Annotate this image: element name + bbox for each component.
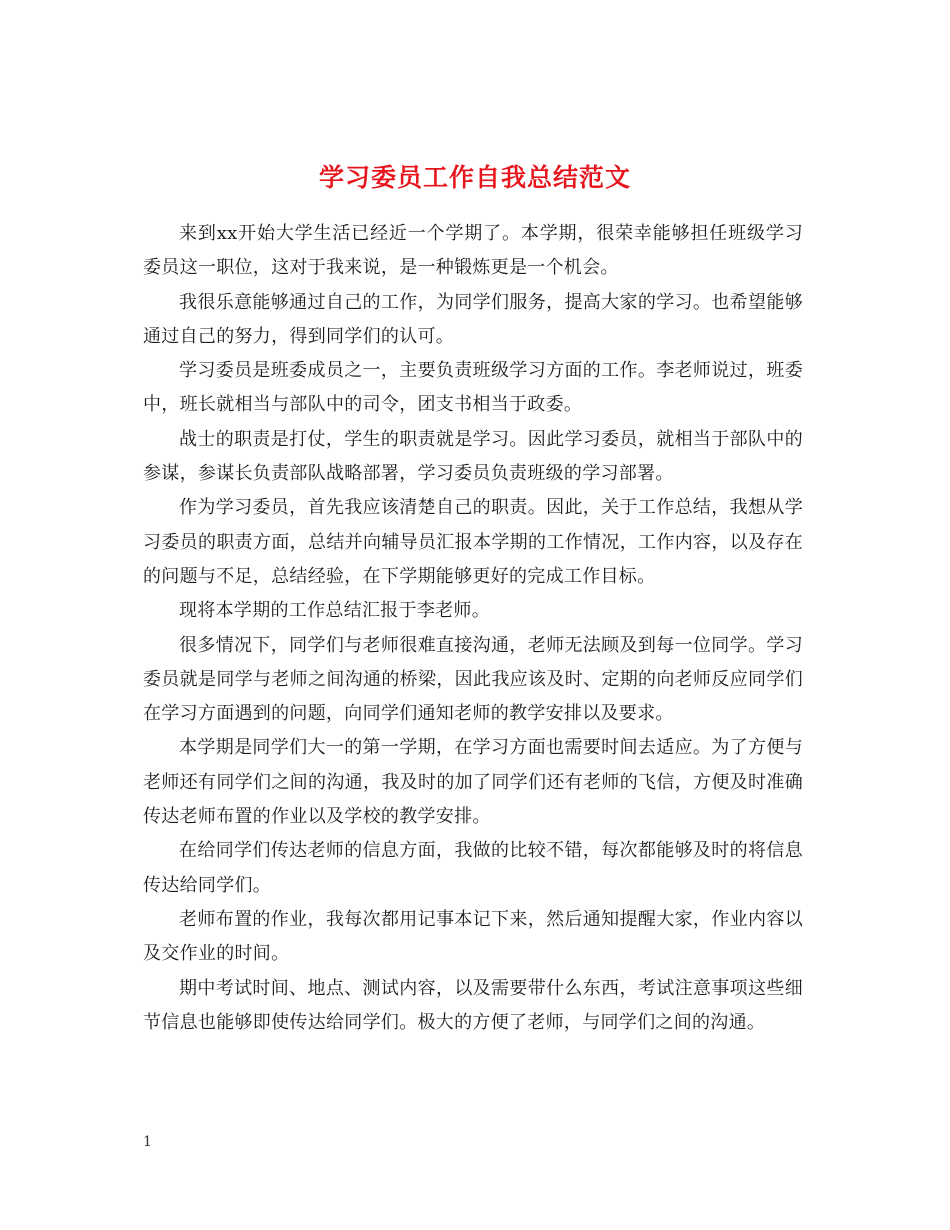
paragraph: 现将本学期的工作总结汇报于李老师。 — [179, 600, 491, 622]
paragraph: 战士的职责是打仗，学生的职责就是学习。因此学习委员，就相当于部队中的参谋，参谋长负责部队战略部署，学习委员负责班级的学习部署。 — [143, 428, 803, 485]
document-body — [143, 217, 803, 1040]
paragraph: 很多情况下，同学们与老师很难直接沟通，老师无法顾及到每一位同学。学习委员就是同学与老师之间沟通的桥梁，因此我应该及时、定期的向老师反应同学们在学习方面遇到的问题，向同学们通知老师的教学安排以及要求。 — [143, 634, 803, 725]
paragraph: 在给同学们传达老师的信息方面，我做的比较不错，每次都能够及时的将信息传达给同学们。 — [143, 840, 803, 896]
paragraph: 作为学习委员，首先我应该清楚自己的职责。因此，关于工作总结，我想从学习委员的职责方面，总结并向辅导员汇报本学期的工作情况，工作内容，以及存在的问题与不足，总结经验，在下学期能够更好的完成工作目标。 — [143, 497, 803, 587]
paragraph: 本学期是同学们大一的第一学期，在学习方面也需要时间去适应。为了方便与老师还有同学们之间的沟通，我及时的加了同学们还有老师的飞信，方便及时准确传达老师布置的作业以及学校的教学安排。 — [143, 737, 803, 828]
paragraph: 我很乐意能够通过自己的工作，为同学们服务，提高大家的学习。也希望能够通过自己的努力，得到同学们的认可。 — [143, 291, 803, 347]
document-title: 学习委员工作自我总结范文 — [318, 162, 631, 192]
paragraph: 来到xx开始大学生活已经近一个学期了。本学期，很荣幸能够担任班级学习委员这一职位，这对于我来说，是一种锻炼更是一个机会。 — [143, 223, 803, 279]
paragraph: 期中考试时间、地点、测试内容，以及需要带什么东西，考试注意事项这些细节信息也能够即使传达给同学们。极大的方便了老师，与同学们之间的沟通。 — [143, 977, 803, 1033]
paragraph: 学习委员是班委成员之一，主要负责班级学习方面的工作。李老师说过，班委中，班长就相当与部队中的司令，团支书相当于政委。 — [143, 360, 803, 416]
paragraph: 老师布置的作业，我每次都用记事本记下来，然后通知提醒大家，作业内容以及交作业的时间。 — [143, 908, 803, 965]
page-number: 1 — [143, 1134, 152, 1150]
